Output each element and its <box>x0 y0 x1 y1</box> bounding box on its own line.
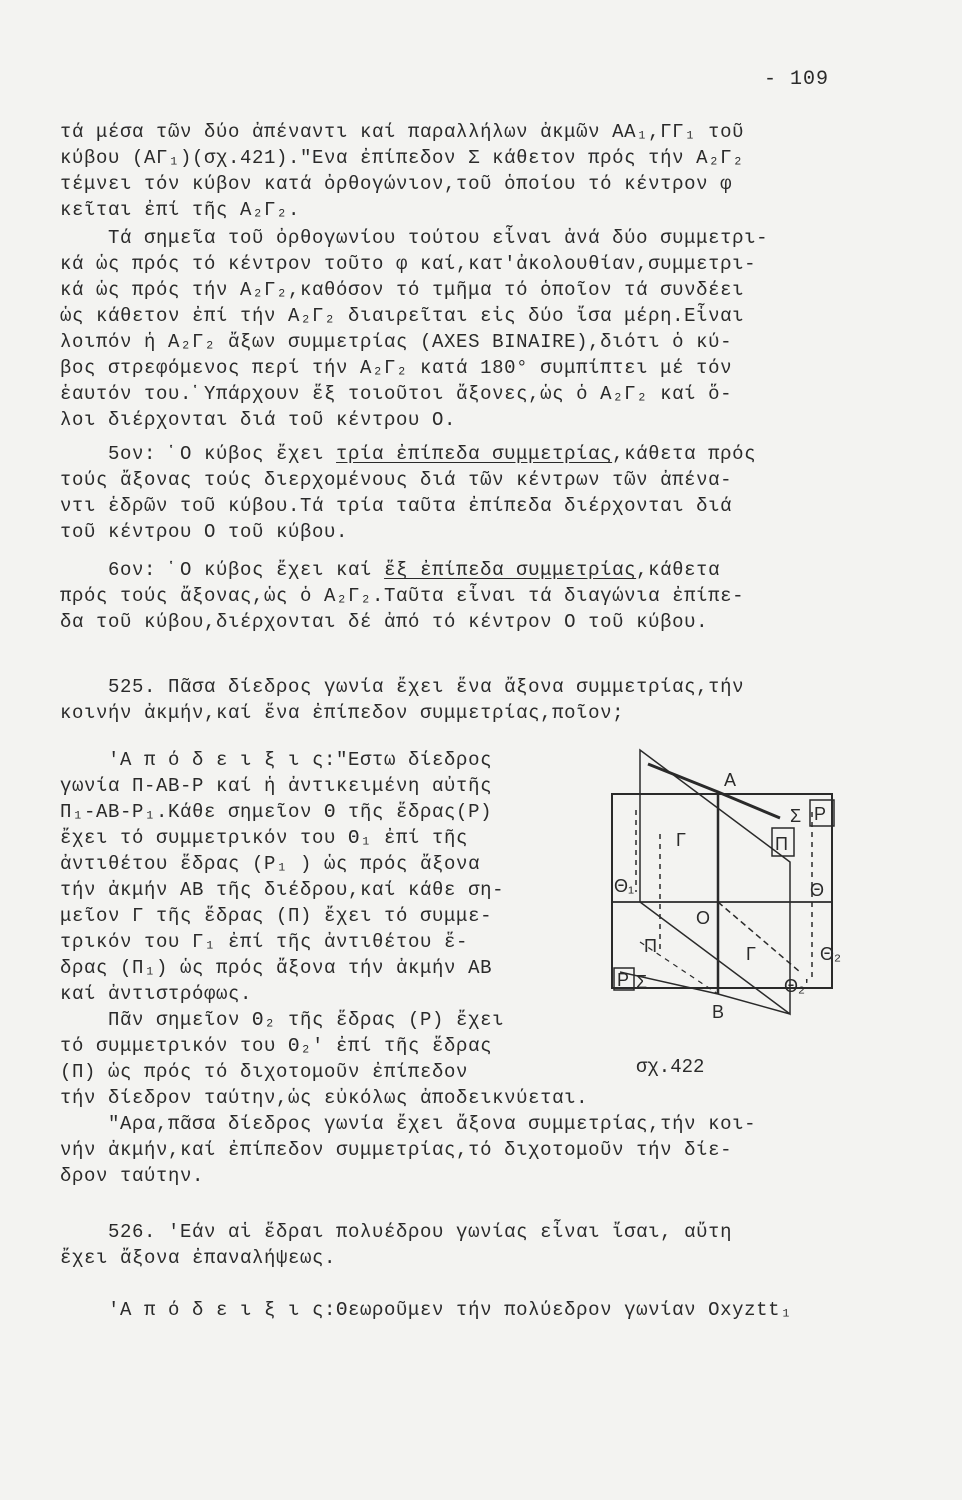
text-line: τέμνει τόν κύβον κατά ὀρθογώνιον,τοῦ ὁποίου τό κέντρον φ <box>60 173 733 195</box>
text-line <box>60 558 720 582</box>
label-b: B <box>712 1002 725 1022</box>
text-span: 5ον: ῾Ο κύβος ἔχει <box>60 443 337 465</box>
text-span: 6ον: ῾Ο κύβος ἔχει καί <box>60 559 385 581</box>
label-theta1: Θ₁ <box>614 876 635 896</box>
text-line: μεῖον Γ τῆς ἕδρας (Π) ἔχει τό συμμε- <box>60 905 493 927</box>
underlined-term: ἕξ ἐπίπεδα συμμετρίας <box>384 559 637 581</box>
figure-caption: σχ.422 <box>636 1056 705 1078</box>
text-line: ἔχει τό συμμετρικόν του Θ₁ ἐπί τῆς <box>60 827 469 849</box>
text-line: 'Α π ό δ ε ι ξ ι ς:Θεωροῦμεν τήν πολύεδρον γωνίαν Oxyztt₁ <box>60 1299 793 1321</box>
text-line: Πᾶν σημεῖον Θ₂ τῆς ἕδρας (Ρ) ἔχει <box>60 1009 505 1031</box>
label-gamma1: Γ <box>746 944 756 964</box>
text-line: ντι ἑδρῶν τοῦ κύβου.Τά τρία ταῦτα ἐπίπεδα διέρχονται διά <box>60 495 733 517</box>
text-line <box>60 442 756 466</box>
text-line: Π₁-ΑΒ-Ρ₁.Κάθε σημεῖον Θ τῆς ἕδρας(Ρ) <box>60 801 493 823</box>
top-edge <box>648 764 780 818</box>
text-line: τήν ἀκμήν ΑΒ τῆς διέδρου,καί κάθε ση- <box>60 879 505 901</box>
label-o: O <box>696 908 711 928</box>
text-line: ὡς κάθετον ἐπί τήν Α₂Γ₂ διαιρεῖται εἰς δύο ἴσα μέρη.Εἶναι <box>60 305 745 327</box>
label-theta2-prime: Θ₂' <box>784 976 809 996</box>
label-pi1: Π <box>644 936 657 956</box>
text-line: τοῦ κέντρου Ο τοῦ κύβου. <box>60 521 349 543</box>
label-p1: P <box>617 970 630 990</box>
text-line: καί ἀντιστρόφως. <box>60 983 253 1005</box>
text-line: Τά σημεῖα τοῦ ὀρθογωνίου τούτου εἶναι ἀνά δύο συμμετρι- <box>60 227 769 249</box>
dihedral-figure <box>600 742 850 1032</box>
text-line: "Αρα,πᾶσα δίεδρος γωνία ἔχει ἄξονα συμμετρίας,τήν κοι- <box>60 1113 757 1135</box>
label-gamma: Γ <box>676 830 686 850</box>
text-line: κεῖται ἐπί τῆς Α₂Γ₂. <box>60 199 301 221</box>
text-span: ,κάθετα <box>636 559 721 581</box>
text-line: (Π) ὡς πρός τό διχοτομοῦν ἐπίπεδον <box>60 1061 469 1083</box>
text-line: κά ὡς πρός τό κέντρον τοῦτο φ καί,κατ'ἀκολουθίαν,συμμετρι- <box>60 253 757 275</box>
text-line: τό συμμετρικόν του Θ₂' ἐπί τῆς ἕδρας <box>60 1035 493 1057</box>
label-sigma1: Σ <box>636 972 648 992</box>
text-line: δρον ταύτην. <box>60 1165 205 1187</box>
text-line: λοιπόν ἡ Α₂Γ₂ ἄξων συμμετρίας (AXES BINAIRE),διότι ὁ κύ- <box>60 331 733 353</box>
text-line: δα τοῦ κύβου,διέρχονται δέ ἀπό τό κέντρον Ο τοῦ κύβου. <box>60 611 709 633</box>
text-line: τρικόν του Γ₁ ἐπί τῆς ἀντιθέτου ἕ- <box>60 931 469 953</box>
text-line: ἔχει ἄξονα ἐπαναλήψεως. <box>60 1247 337 1269</box>
text-line: 526. 'Εάν αἱ ἕδραι πολυέδρου γωνίας εἶναι ἴσαι, αὔτη <box>60 1221 733 1243</box>
label-p: P <box>814 804 827 824</box>
text-line: δρας (Π₁) ὡς πρός ἄξονα τήν ἀκμήν ΑΒ <box>60 957 493 979</box>
text-line: νήν ἀκμήν,καί ἐπίπεδον συμμετρίας,τό διχοτομοῦν τήν δίε- <box>60 1139 733 1161</box>
bisector-line <box>718 902 800 972</box>
text-line: γωνία Π-ΑΒ-Ρ καί ἡ ἀντικειμένη αὐτῆς <box>60 775 493 797</box>
text-line: τά μέσα τῶν δύο ἀπέναντι καί παραλλήλων ἀκμῶν ΑΑ₁,ΓΓ₁ τοῦ <box>60 121 745 143</box>
text-line: 'Α π ό δ ε ι ξ ι ς:"Εστω δίεδρος <box>60 749 493 771</box>
text-line: κοινήν ἀκμήν,καί ἕνα ἐπίπεδον συμμετρίας,ποῖον; <box>60 702 625 724</box>
label-theta: Θ <box>810 880 825 900</box>
page-number: - 109 <box>764 68 830 91</box>
underlined-term: τρία ἐπίπεδα συμμετρίας <box>336 443 613 465</box>
label-pi: Π <box>775 834 788 854</box>
text-line: κά ὡς πρός τήν Α₂Γ₂,καθόσον τό τμῆμα τό ὁποῖον τά συνδέει <box>60 279 745 301</box>
text-line: βος στρεφόμενος περί τήν Α₂Γ₂ κατά 180° συμπίπτει μέ τόν <box>60 357 733 379</box>
label-a: A <box>724 770 737 790</box>
text-line: κύβου (ΑΓ₁)(σχ.421)."Ενα ἐπίπεδον Σ κάθετον πρός τήν Α₂Γ₂ <box>60 147 745 169</box>
text-line: λοι διέρχονται διά τοῦ κέντρου Ο. <box>60 409 457 431</box>
text-line: ἀντιθέτου ἕδρας (Ρ₁ ) ὡς πρός ἄξονα <box>60 853 481 875</box>
text-line: 525. Πᾶσα δίεδρος γωνία ἔχει ἕνα ἄξονα συμμετρίας,τήν <box>60 676 745 698</box>
label-theta2: Θ₂ <box>820 944 841 964</box>
text-line: τούς ἄξονας τούς διερχομένους διά τῶν κέντρων τῶν ἀπένα- <box>60 469 733 491</box>
text-line: τήν δίεδρον ταύτην,ὡς εὐκόλως ἀποδεικνύεται. <box>60 1087 589 1109</box>
label-sigma: Σ <box>790 806 802 826</box>
text-span: ,κάθετα πρός <box>612 443 757 465</box>
text-line: πρός τούς ἄξονας,ὡς ὁ Α₂Γ₂.Ταῦτα εἶναι τά διαγώνια ἐπίπε- <box>60 585 745 607</box>
text-line: ἑαυτόν του.῾Υπάρχουν ἕξ τοιοῦτοι ἄξονες,ὡς ὁ Α₂Γ₂ καί ὅ- <box>60 383 733 405</box>
